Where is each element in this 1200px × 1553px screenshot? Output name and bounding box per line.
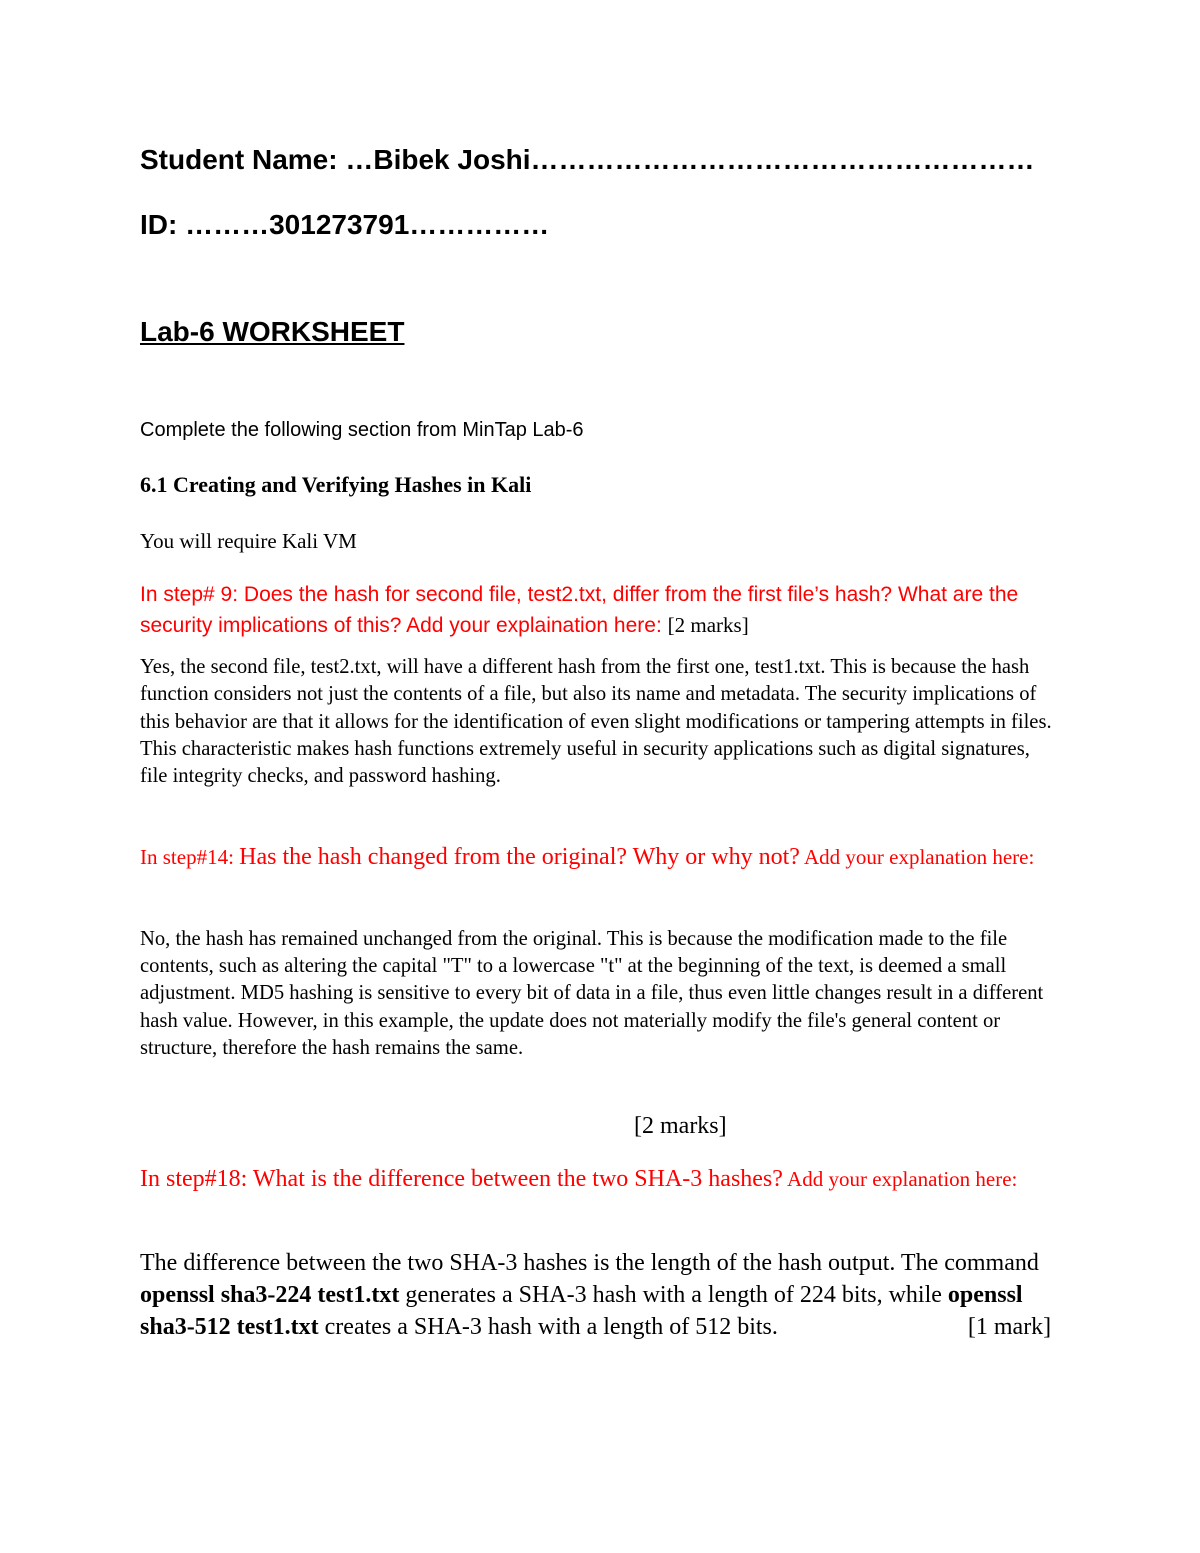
section-heading: 6.1 Creating and Verifying Hashes in Kali <box>140 472 532 497</box>
question-step-9 <box>140 579 1060 641</box>
answer-step-9: Yes, the second file, test2.txt, will have a different hash from the first one, test1.txt. This is because the hash function considers not just the contents of a file, but also its name and metadata. The security implications of this behavior are that it allows for the identification of even slight modifications or tampering attempts in files. This characteristic makes hash functions extremely useful in security applications such as digital signatures, file integrity checks, and password hashing. <box>140 656 1052 788</box>
answer-step-14: No, the hash has remained unchanged from the original. This is because the modification made to the file contents, such as altering the capital "T" to a lowercase "t" at the beginning of the text, is deemed a small adjustment. MD5 hashing is sensitive to every bit of data in a file, thus even little changes result in a different hash value. However, in this example, the update does not materially modify the file's general content or structure, therefore the hash remains the same. <box>140 928 1044 1059</box>
worksheet-title: Lab-6 WORKSHEET <box>140 316 405 347</box>
question-step-18-text: In step#18: What is the difference between the two SHA-3 hashes? <box>140 1166 783 1192</box>
question-step-14-prefix: In step#14: <box>140 845 240 869</box>
answer-step-18-command-224: openssl sha3-224 test1.txt <box>140 1282 400 1308</box>
answer-step-18-part3: creates a SHA-3 hash with a length of 512 bits. <box>318 1314 778 1340</box>
answer-step-18 <box>140 1247 1080 1343</box>
student-id-dots: …………… <box>409 209 550 240</box>
question-step-18 <box>140 1164 1060 1195</box>
answer-step-18-part2: generates a SHA-3 hash with a length of 224 bits, while <box>399 1282 948 1308</box>
requirement-text: You will require Kali VM <box>140 529 357 553</box>
answer-step-18-command-512: openssl sha3-512 test1.txt <box>140 1282 1023 1340</box>
student-name-label: Student Name: … <box>140 144 374 175</box>
student-name-line <box>140 140 1035 180</box>
question-step-14 <box>140 842 1060 873</box>
answer-step-14-marks: [2 marks] <box>634 1113 727 1139</box>
student-name-value: Bibek Joshi <box>373 144 531 175</box>
answer-step-18-part1: The difference between the two SHA-3 hashes is the length of the hash output. The command <box>140 1250 1039 1276</box>
question-step-18-suffix: Add your explanation here: <box>782 1167 1018 1191</box>
student-id-label: ID: ……… <box>140 209 270 240</box>
question-step-9-text: In step# 9: Does the hash for second file, test2.txt, differ from the first file’s hash? What are the security implications of this? Add your explaination here: <box>140 583 1019 637</box>
question-step-14-suffix: Add your explanation here: <box>799 845 1035 869</box>
student-name-dots: ……………………………………………… <box>530 144 1035 175</box>
intro-text: Complete the following section from MinTap Lab-6 <box>140 419 584 441</box>
question-step-9-marks: [2 marks] <box>667 613 749 637</box>
student-id-value: 301273791 <box>269 209 410 240</box>
student-id-line <box>140 205 549 245</box>
question-step-14-text: Has the hash changed from the original? Why or why not? <box>239 844 800 870</box>
answer-step-18-marks: [1 mark] <box>967 1314 1052 1340</box>
